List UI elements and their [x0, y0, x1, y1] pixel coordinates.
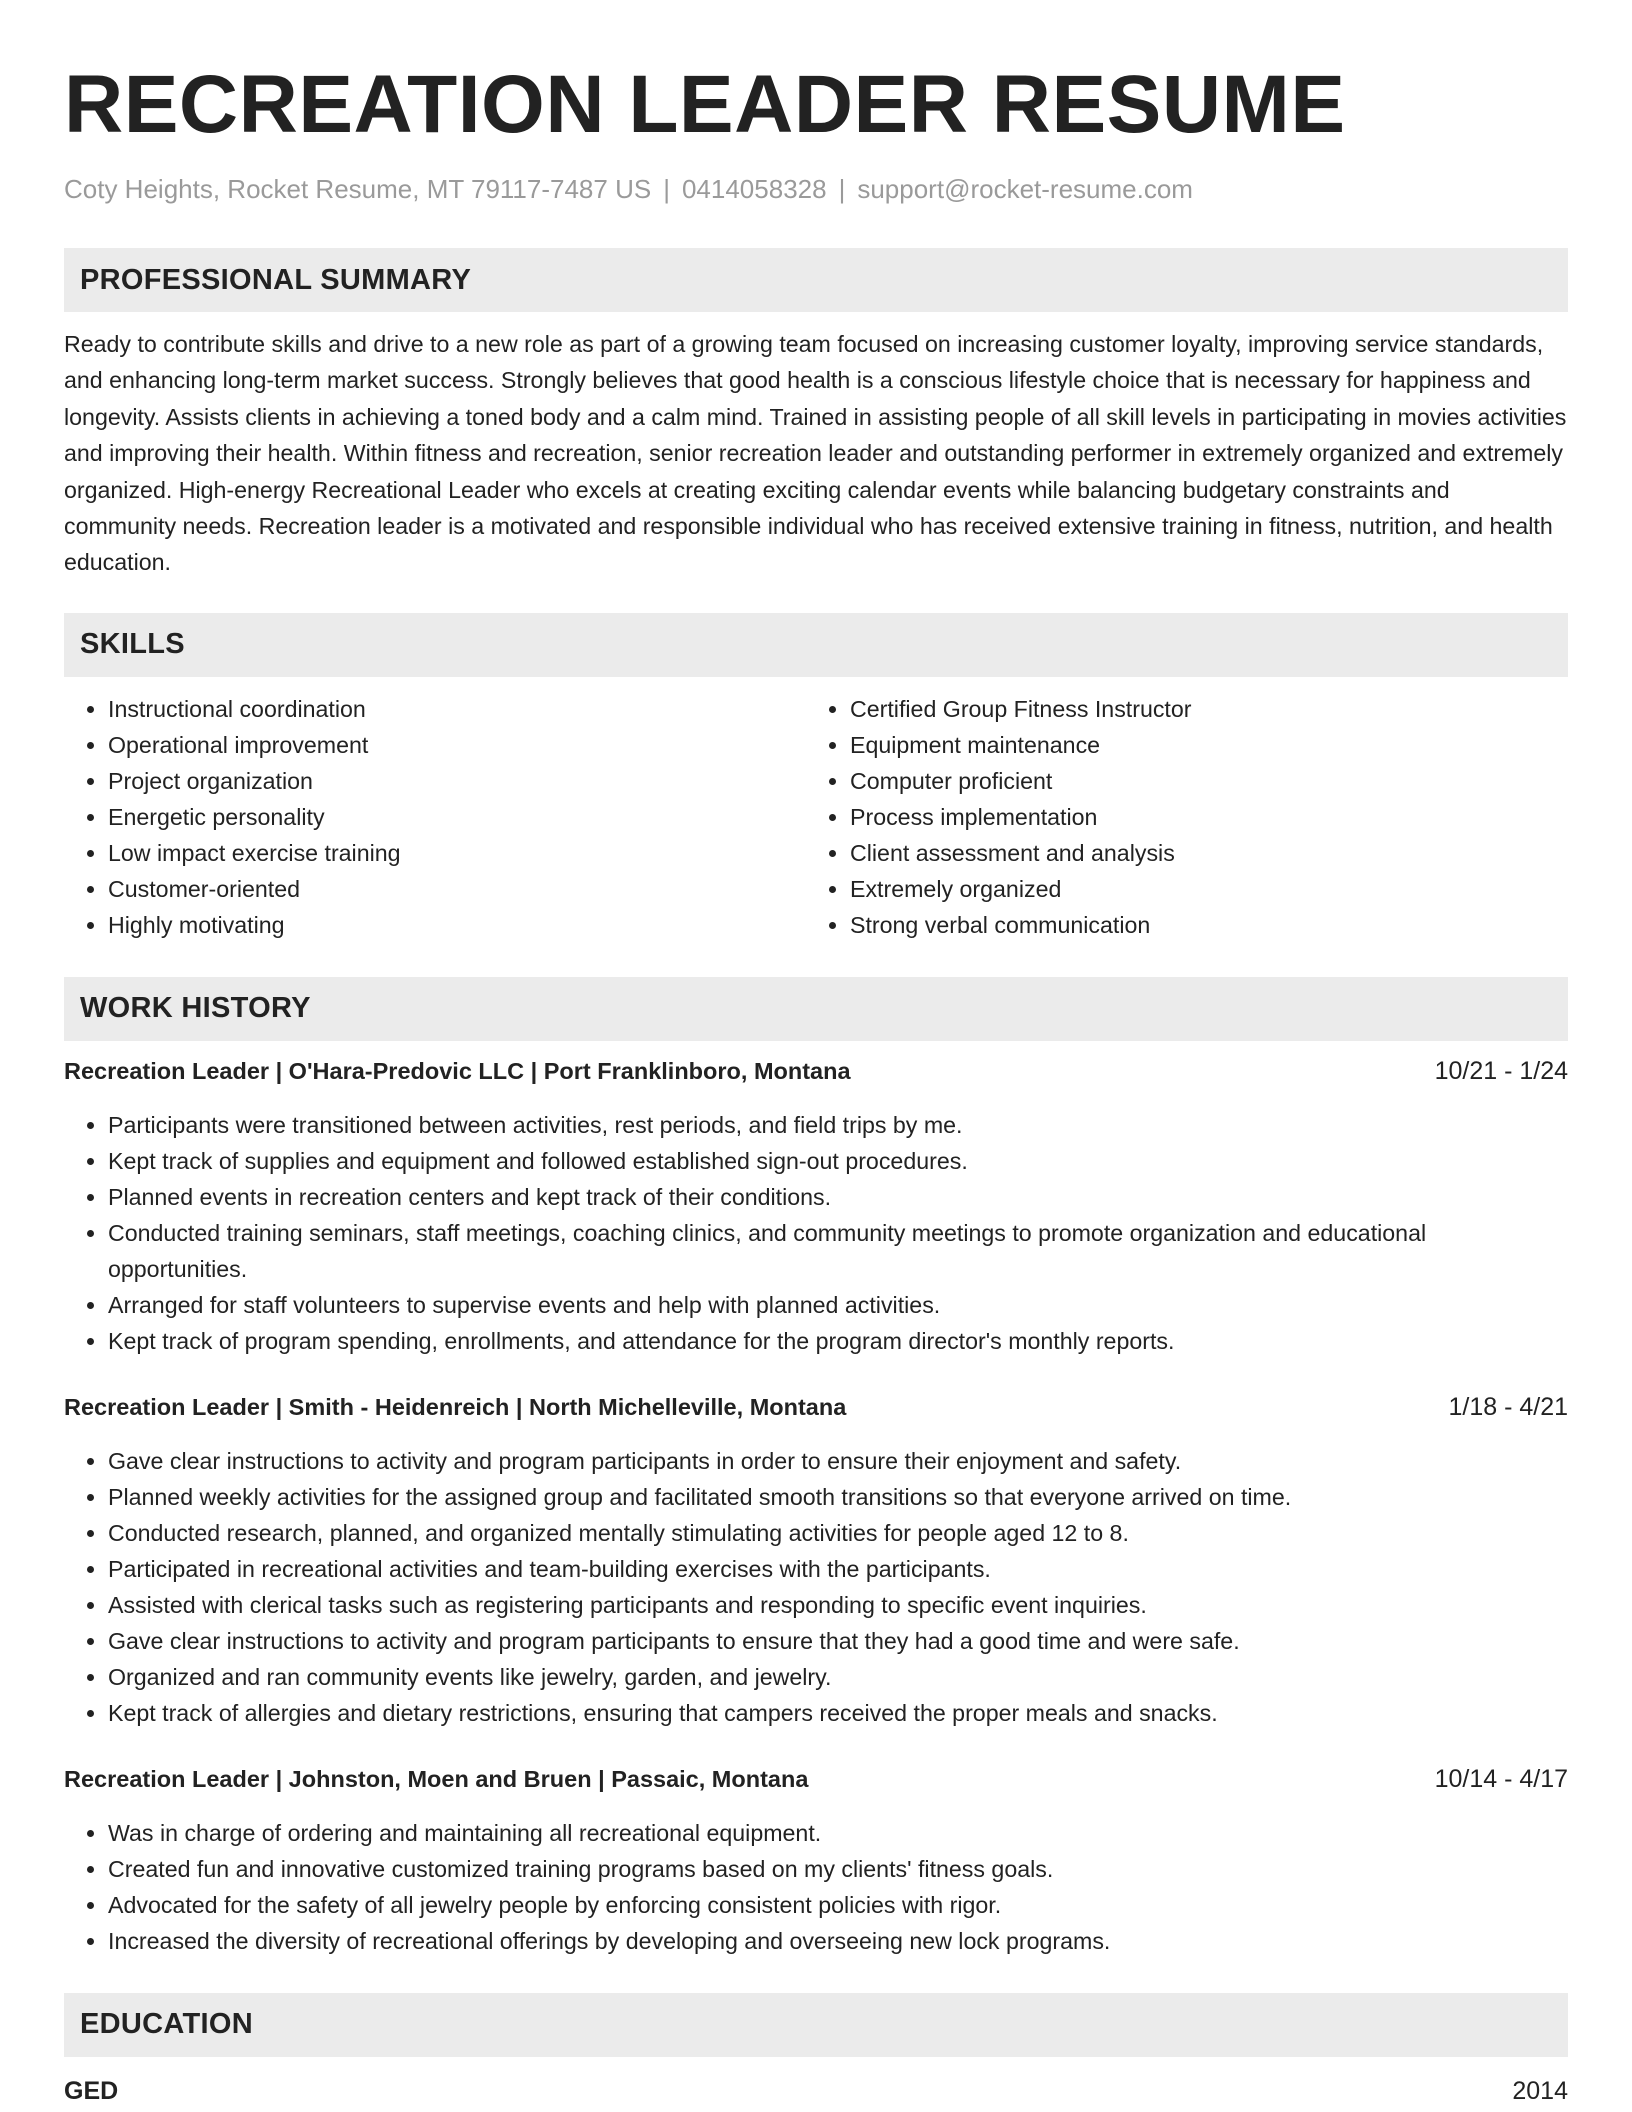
skill-item: • Customer-oriented	[108, 871, 806, 907]
job-bullet: • Conducted training seminars, staff meetings, coaching clinics, and community meetings to promote organization and educational opportunities.	[108, 1215, 1568, 1287]
job-bullet: • Arranged for staff volunteers to supervise events and help with planned activities.	[108, 1287, 1568, 1323]
job-bullet: • Created fun and innovative customized training programs based on my clients' fitness goals.	[108, 1851, 1568, 1887]
contact-separator: |	[663, 174, 670, 204]
skills-heading: SKILLS	[80, 628, 185, 661]
job-dates: 10/14 - 4/17	[1434, 1764, 1568, 1793]
skills-list-right	[806, 691, 1568, 943]
job-bullet: • Organized and ran community events like jewelry, garden, and jewelry.	[108, 1659, 1568, 1695]
skill-item: • Extremely organized	[850, 871, 1568, 907]
skill-item: • Equipment maintenance	[850, 727, 1568, 763]
education-entry	[64, 2075, 1568, 2107]
skills-section-header	[64, 613, 1568, 677]
job-bullet: • Kept track of supplies and equipment and followed established sign-out procedures.	[108, 1143, 1568, 1179]
job-entry	[64, 1057, 1568, 1359]
job-bullets	[64, 1815, 1568, 1959]
job-bullet: • Was in charge of ordering and maintaining all recreational equipment.	[108, 1815, 1568, 1851]
contact-line	[64, 172, 1568, 206]
resume-title: RECREATION LEADER RESUME	[64, 59, 1346, 150]
education-year: 2014	[1512, 2076, 1568, 2105]
contact-address: Coty Heights, Rocket Resume, MT 79117-7487 US	[64, 174, 652, 204]
job-bullet: • Conducted research, planned, and organized mentally stimulating activities for people aged 12 to 8.	[108, 1515, 1568, 1551]
job-dates: 10/21 - 1/24	[1434, 1056, 1568, 1085]
skill-item: • Low impact exercise training	[108, 835, 806, 871]
job-bullet: • Gave clear instructions to activity and program participants in order to ensure their enjoyment and safety.	[108, 1443, 1568, 1479]
work-history-section-header	[64, 977, 1568, 1041]
job-bullet: • Gave clear instructions to activity and program participants to ensure that they had a good time and were safe.	[108, 1623, 1568, 1659]
job-bullet: • Kept track of program spending, enrollments, and attendance for the program director's monthly reports.	[108, 1323, 1568, 1359]
summary-section-header	[64, 248, 1568, 312]
skill-item: • Strong verbal communication	[850, 907, 1568, 943]
job-entry	[64, 1393, 1568, 1731]
summary-heading: PROFESSIONAL SUMMARY	[80, 263, 472, 296]
skill-item: • Process implementation	[850, 799, 1568, 835]
job-dates: 1/18 - 4/21	[1448, 1392, 1568, 1421]
resume-page	[64, 0, 1568, 2107]
job-bullet: • Increased the diversity of recreational offerings by developing and overseeing new lock programs.	[108, 1923, 1568, 1959]
job-title: Recreation Leader | O'Hara-Predovic LLC | Port Franklinboro, Montana	[64, 1057, 851, 1084]
contact-separator: |	[838, 174, 846, 204]
job-entry	[64, 1765, 1568, 1959]
job-bullet: • Planned events in recreation centers and kept track of their conditions.	[108, 1179, 1568, 1215]
skill-item: • Project organization	[108, 763, 806, 799]
skill-item: • Client assessment and analysis	[850, 835, 1568, 871]
skills-columns	[64, 691, 1568, 943]
education-section-header	[64, 1993, 1568, 2057]
job-bullets	[64, 1107, 1568, 1359]
job-bullet: • Kept track of allergies and dietary restrictions, ensuring that campers received the proper meals and snacks.	[108, 1695, 1568, 1731]
job-header	[64, 1765, 1568, 1801]
job-header	[64, 1393, 1568, 1429]
skill-item: • Instructional coordination	[108, 691, 806, 727]
contact-email: support@rocket-resume.com	[857, 174, 1193, 204]
skills-list-left	[64, 691, 806, 943]
job-bullets	[64, 1443, 1568, 1731]
job-title: Recreation Leader | Johnston, Moen and Bruen | Passaic, Montana	[64, 1765, 809, 1792]
skill-item: • Certified Group Fitness Instructor	[850, 691, 1568, 727]
education-heading: EDUCATION	[80, 2008, 253, 2041]
job-bullet: • Advocated for the safety of all jewelry people by enforcing consistent policies with rigor.	[108, 1887, 1568, 1923]
job-header	[64, 1057, 1568, 1093]
skill-item: • Highly motivating	[108, 907, 806, 943]
job-title: Recreation Leader | Smith - Heidenreich | North Michelleville, Montana	[64, 1393, 847, 1420]
education-degree: GED	[64, 2076, 119, 2105]
job-bullet: • Planned weekly activities for the assigned group and facilitated smooth transitions so that everyone arrived on time.	[108, 1479, 1568, 1515]
job-bullet: • Assisted with clerical tasks such as registering participants and responding to specific event inquiries.	[108, 1587, 1568, 1623]
skill-item: • Energetic personality	[108, 799, 806, 835]
job-bullet: • Participated in recreational activities and team-building exercises with the participants.	[108, 1551, 1568, 1587]
job-bullet: • Participants were transitioned between activities, rest periods, and field trips by me.	[108, 1107, 1568, 1143]
work-history-heading: WORK HISTORY	[80, 992, 311, 1025]
skill-item: • Computer proficient	[850, 763, 1568, 799]
contact-phone: 0414058328	[681, 174, 827, 204]
summary-text: Ready to contribute skills and drive to a new role as part of a growing team focused on increasing customer loyalty, improving service standards, and enhancing long-term market success. Strongly believes that good health is a conscious lifestyle choice that is necessary for happiness and longevity. Assists clients in achieving a toned body and a calm mind. Trained in assisting people of all skill levels in participating in movies activities and improving their health. Within fitness and recreation, senior recreation leader and outstanding performer in extremely organized and extremely organized. High-energy Recreational Leader who excels at creating exciting calendar events while balancing budgetary constraints and community needs. Recreation leader is a motivated and responsible individual who has received extensive training in fitness, nutrition, and health education.	[64, 331, 1567, 576]
skill-item: • Operational improvement	[108, 727, 806, 763]
